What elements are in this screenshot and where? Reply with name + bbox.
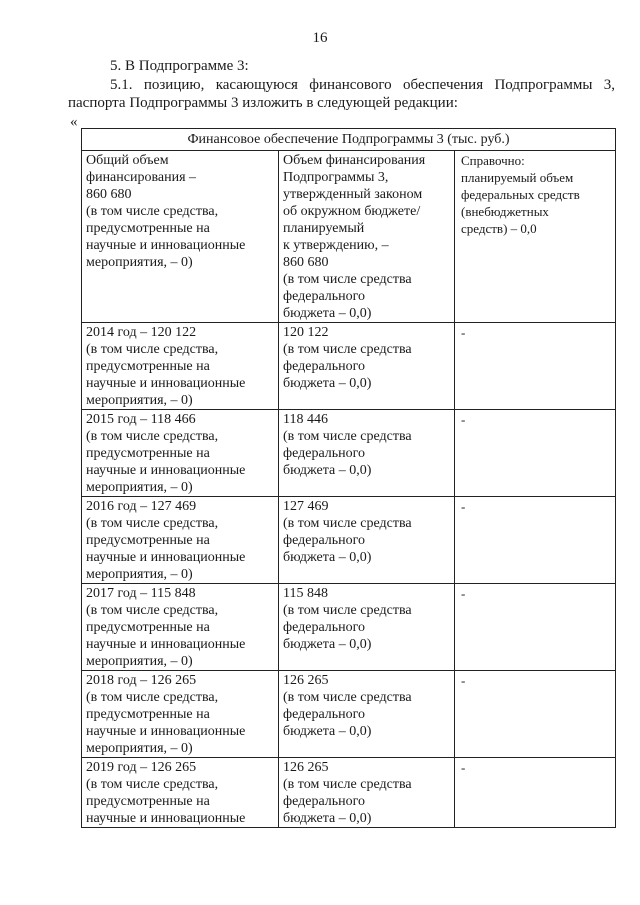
- cell-line: (в том числе средства: [283, 342, 412, 357]
- cell-line: предусмотренные на: [86, 359, 210, 374]
- cell-line: 2018 год – 126 265: [86, 673, 197, 688]
- table-caption: Финансовое обеспечение Подпрограммы 3 (тыс. руб.): [82, 129, 616, 151]
- cell-line: 860 680: [283, 255, 329, 270]
- table-row: [82, 410, 616, 497]
- year-reference-cell: [455, 758, 616, 828]
- year-total-cell: [82, 497, 279, 584]
- cell-line: бюджета – 0,0): [283, 306, 372, 321]
- cell-line: Справочно:: [461, 153, 525, 168]
- cell-line: (в том числе средства,: [86, 603, 219, 618]
- year-approved-cell: [279, 758, 455, 828]
- cell-line: 115 848: [283, 586, 328, 601]
- year-total-cell: [82, 410, 279, 497]
- cell-line: предусмотренные на: [86, 221, 210, 236]
- header-approved-volume-cell: [279, 151, 455, 323]
- cell-line: 2016 год – 127 469: [86, 499, 197, 514]
- year-total-cell: [82, 584, 279, 671]
- year-total-cell: [82, 323, 279, 410]
- clause-text-line-2: паспорта Подпрограммы 3 изложить в следующей редакции:: [68, 95, 458, 111]
- year-reference-cell: [455, 671, 616, 758]
- cell-line: средств) – 0,0: [461, 221, 537, 236]
- cell-line: федерального: [283, 620, 366, 635]
- year-reference-cell: [455, 584, 616, 671]
- cell-line: (в том числе средства: [283, 429, 412, 444]
- cell-line: 2015 год – 118 466: [86, 412, 196, 427]
- cell-line: (в том числе средства: [283, 603, 412, 618]
- cell-line: 126 265: [283, 673, 329, 688]
- cell-line: 120 122: [283, 325, 329, 340]
- cell-line: бюджета – 0,0): [283, 550, 372, 565]
- cell-line: мероприятия, – 0): [86, 654, 193, 669]
- cell-line: федерального: [283, 533, 366, 548]
- cell-line: (в том числе средства,: [86, 777, 219, 792]
- cell-line: 2019 год – 126 265: [86, 760, 197, 775]
- cell-line: (в том числе средства,: [86, 429, 219, 444]
- cell-line: предусмотренные на: [86, 446, 210, 461]
- cell-line: (внебюджетных: [461, 204, 549, 219]
- cell-line: (в том числе средства: [283, 272, 412, 287]
- cell-line: научные и инновационные: [86, 550, 246, 565]
- cell-line: научные и инновационные: [86, 376, 246, 391]
- cell-line: мероприятия, – 0): [86, 741, 193, 756]
- cell-line: (в том числе средства: [283, 516, 412, 531]
- cell-line: научные и инновационные: [86, 811, 246, 826]
- year-approved-cell: [279, 584, 455, 671]
- cell-line: 127 469: [283, 499, 329, 514]
- cell-line: -: [461, 586, 466, 601]
- cell-line: -: [461, 499, 466, 514]
- cell-line: -: [461, 412, 466, 427]
- cell-line: утвержденный законом: [283, 187, 423, 202]
- cell-line: 860 680: [86, 187, 132, 202]
- cell-line: 2014 год – 120 122: [86, 325, 197, 340]
- opening-quote: «: [70, 114, 78, 130]
- header-reference-cell: [455, 151, 616, 323]
- cell-line: (в том числе средства: [283, 777, 412, 792]
- cell-line: (в том числе средства,: [86, 690, 219, 705]
- cell-line: бюджета – 0,0): [283, 376, 372, 391]
- cell-line: Общий объем: [86, 153, 169, 168]
- cell-line: -: [461, 325, 466, 340]
- table-row: [82, 497, 616, 584]
- year-approved-cell: [279, 497, 455, 584]
- cell-line: планируемый: [283, 221, 365, 236]
- header-total-volume-cell: [82, 151, 279, 323]
- cell-line: (в том числе средства: [283, 690, 412, 705]
- cell-line: федерального: [283, 359, 366, 374]
- cell-line: предусмотренные на: [86, 794, 210, 809]
- year-approved-cell: [279, 671, 455, 758]
- cell-line: -: [461, 673, 466, 688]
- cell-line: мероприятия, – 0): [86, 255, 193, 270]
- cell-line: федерального: [283, 707, 366, 722]
- table-caption-row: [82, 129, 616, 151]
- cell-line: научные и инновационные: [86, 724, 246, 739]
- cell-line: планируемый объем: [461, 170, 574, 185]
- table-row: [82, 323, 616, 410]
- cell-line: федерального: [283, 289, 366, 304]
- cell-line: мероприятия, – 0): [86, 567, 193, 582]
- cell-line: федерального: [283, 794, 366, 809]
- cell-line: федерального: [283, 446, 366, 461]
- cell-line: предусмотренные на: [86, 533, 210, 548]
- cell-line: предусмотренные на: [86, 707, 210, 722]
- cell-line: научные и инновационные: [86, 637, 246, 652]
- cell-line: научные и инновационные: [86, 238, 246, 253]
- year-reference-cell: [455, 323, 616, 410]
- table-row: [82, 671, 616, 758]
- clause-text-line-1: 5.1. позицию, касающуюся финансового обеспечения Подпрограммы 3,: [110, 77, 615, 93]
- cell-line: бюджета – 0,0): [283, 463, 372, 478]
- cell-line: предусмотренные на: [86, 620, 210, 635]
- year-reference-cell: [455, 497, 616, 584]
- cell-line: 118 446: [283, 412, 328, 427]
- financing-table: [81, 128, 616, 828]
- cell-line: 2017 год – 115 848: [86, 586, 196, 601]
- page-number: 16: [312, 30, 328, 46]
- year-approved-cell: [279, 323, 455, 410]
- year-total-cell: [82, 671, 279, 758]
- cell-line: бюджета – 0,0): [283, 811, 372, 826]
- section-heading: 5. В Подпрограмме 3:: [110, 58, 249, 74]
- cell-line: (в том числе средства,: [86, 204, 219, 219]
- cell-line: бюджета – 0,0): [283, 724, 372, 739]
- cell-line: бюджета – 0,0): [283, 637, 372, 652]
- cell-line: мероприятия, – 0): [86, 393, 193, 408]
- table-row: [82, 758, 616, 828]
- cell-line: федеральных средств: [461, 187, 580, 202]
- table-header-row: [82, 151, 616, 323]
- table-body: [82, 151, 616, 828]
- cell-line: Подпрограммы 3,: [283, 170, 389, 185]
- cell-line: -: [461, 760, 466, 775]
- cell-line: финансирования –: [86, 170, 197, 185]
- cell-line: (в том числе средства,: [86, 342, 219, 357]
- cell-line: об окружном бюджете/: [283, 204, 421, 219]
- year-reference-cell: [455, 410, 616, 497]
- cell-line: к утверждению, –: [283, 238, 389, 253]
- cell-line: Объем финансирования: [283, 153, 426, 168]
- cell-line: (в том числе средства,: [86, 516, 219, 531]
- table-row: [82, 584, 616, 671]
- cell-line: 126 265: [283, 760, 329, 775]
- year-total-cell: [82, 758, 279, 828]
- cell-line: научные и инновационные: [86, 463, 246, 478]
- cell-line: мероприятия, – 0): [86, 480, 193, 495]
- year-approved-cell: [279, 410, 455, 497]
